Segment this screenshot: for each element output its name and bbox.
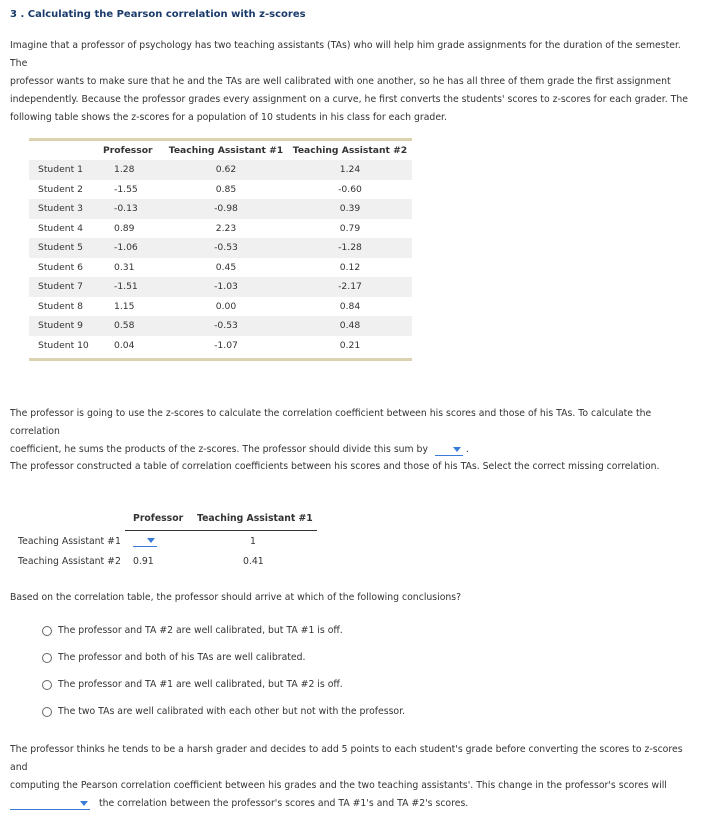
chevron-down-icon — [147, 538, 155, 543]
cell-professor: 0.04 — [114, 339, 135, 351]
cell-ta1: -1.07 — [214, 339, 238, 351]
effect-dropdown[interactable] — [10, 798, 90, 810]
divisor-dropdown[interactable] — [435, 444, 463, 456]
row-label: Student 9 — [29, 316, 100, 336]
row-label: Student 7 — [29, 277, 100, 297]
q4-paragraph — [10, 741, 692, 813]
corr-row2-ta1: 0.41 — [243, 556, 264, 567]
table-row — [29, 160, 412, 180]
q1-line: The professor is going to use the z-scores to calculate the correlation coefficient between his scores and those of his TAs. To calculate the correlation — [10, 408, 652, 437]
q3-prompt: Based on the correlation table, the professor should arrive at which of the following conclusions? — [10, 592, 462, 603]
cell-ta2: 0.79 — [339, 222, 361, 234]
table-header-row — [29, 141, 412, 160]
cell-ta2: -2.17 — [288, 277, 412, 297]
table-row — [29, 336, 412, 356]
corr-row1-ta1: 1 — [250, 536, 256, 547]
cell-ta2: 0.21 — [339, 339, 361, 351]
row-label: Student 8 — [38, 300, 83, 312]
table-row — [29, 180, 412, 200]
q2-paragraph — [10, 458, 692, 476]
cell-professor: 0.31 — [114, 261, 135, 273]
cell-ta2: 0.48 — [288, 316, 412, 336]
row-label: Student 10 — [38, 339, 89, 351]
intro-line: professor wants to make sure that he and the TAs are well calibrated with one another, so he has all three of them grade the first assignment — [10, 76, 671, 87]
corr-row2-prof: 0.91 — [133, 556, 154, 567]
q4-line: the correlation between the professor's scores and TA #1's and TA #2's scores. — [10, 795, 692, 813]
header-professor: Professor — [103, 145, 153, 156]
q1-line: coefficient, he sums the products of the z-scores. The professor should divide this sum by . — [10, 444, 469, 455]
intro-line: following table shows the z-scores for a population of 10 students in his class for each grader. — [10, 112, 447, 123]
cell-ta2: 0.84 — [339, 300, 361, 312]
header-ta1: Teaching Assistant #1 — [168, 145, 284, 156]
radio-button[interactable] — [42, 626, 52, 636]
cell-ta1: 2.23 — [215, 222, 237, 234]
cell-ta2: 0.39 — [288, 199, 412, 219]
cell-ta1: 0.85 — [215, 183, 237, 195]
cell-ta1: 0.45 — [215, 261, 237, 273]
row-label: Student 4 — [38, 222, 83, 234]
header-blank — [29, 141, 100, 160]
conclusion-option-3[interactable]: The professor and TA #1 are well calibrated, but TA #2 is off. — [42, 679, 343, 690]
cell-ta1: -1.03 — [164, 277, 288, 297]
radio-button[interactable] — [42, 707, 52, 717]
radio-button[interactable] — [42, 680, 52, 690]
cell-ta2: 1.24 — [288, 160, 412, 180]
intro-line: independently. Because the professor grades every assignment on a curve, he first converts the students' scores to z-scores for each grader. The — [10, 94, 688, 105]
cell-ta1: -0.98 — [164, 199, 288, 219]
conclusion-option-1[interactable]: The professor and TA #2 are well calibrated, but TA #1 is off. — [42, 625, 343, 636]
cell-professor: 1.15 — [114, 300, 135, 312]
table-row — [29, 277, 412, 297]
cell-ta1: -0.53 — [164, 238, 288, 258]
z-score-table — [29, 138, 412, 361]
row-label: Student 1 — [29, 160, 100, 180]
table-row — [29, 297, 412, 317]
row-label: Student 6 — [38, 261, 83, 273]
cell-professor: -1.06 — [100, 238, 164, 258]
cell-professor: 1.28 — [100, 160, 164, 180]
conclusion-option-4[interactable]: The two TAs are well calibrated with each other but not with the professor. — [42, 706, 405, 717]
table-row — [29, 219, 412, 239]
table-bottom-bar — [29, 358, 412, 361]
radio-button[interactable] — [42, 653, 52, 663]
chevron-down-icon — [80, 801, 88, 806]
cell-ta2: -0.60 — [338, 183, 362, 195]
intro-paragraph — [10, 37, 692, 127]
question-title-text: Calculating the Pearson correlation with z-scores — [27, 9, 306, 20]
cell-ta1: 0.62 — [164, 160, 288, 180]
q4-line: computing the Pearson correlation coefficient between his grades and the two teaching assistants'. This change in the professor's scores will — [10, 780, 667, 791]
table-row — [29, 316, 412, 336]
table-row — [29, 238, 412, 258]
cell-professor: -0.13 — [100, 199, 164, 219]
cell-professor: -1.51 — [100, 277, 164, 297]
corr-row1-label: Teaching Assistant #1 — [18, 536, 121, 547]
cell-professor: -1.55 — [114, 183, 138, 195]
intro-line: Imagine that a professor of psychology has two teaching assistants (TAs) who will help him grade assignments for the duration of the semester. The — [10, 40, 681, 69]
cell-ta2: -1.28 — [288, 238, 412, 258]
cell-ta1: 0.00 — [215, 300, 237, 312]
row-label: Student 3 — [29, 199, 100, 219]
conclusion-option-2[interactable]: The professor and both of his TAs are well calibrated. — [42, 652, 305, 663]
table-row — [29, 258, 412, 278]
corr-header-professor: Professor — [133, 513, 184, 524]
q1-paragraph — [10, 405, 692, 459]
missing-correlation-dropdown[interactable] — [133, 535, 157, 547]
q4-line: The professor thinks he tends to be a harsh grader and decides to add 5 points to each student's grade before converting the scores to z-scores and — [10, 744, 683, 773]
q2-line: The professor constructed a table of correlation coefficients between his scores and those of his TAs. Select the correct missing correlation. — [10, 461, 660, 472]
table-row — [29, 199, 412, 219]
header-ta2: Teaching Assistant #2 — [292, 145, 408, 156]
row-label: Student 2 — [38, 183, 83, 195]
corr-header-rule — [125, 530, 317, 531]
corr-row2-label: Teaching Assistant #2 — [18, 556, 121, 567]
question-number: 3 — [10, 9, 17, 20]
cell-professor: 0.89 — [114, 222, 135, 234]
cell-ta1: -0.53 — [164, 316, 288, 336]
row-label: Student 5 — [29, 238, 100, 258]
corr-header-ta1: Teaching Assistant #1 — [197, 513, 313, 524]
cell-ta2: 0.12 — [339, 261, 361, 273]
question-title: 3 . Calculating the Pearson correlation with z-scores — [10, 9, 306, 20]
cell-professor: 0.58 — [100, 316, 164, 336]
chevron-down-icon — [453, 447, 461, 452]
